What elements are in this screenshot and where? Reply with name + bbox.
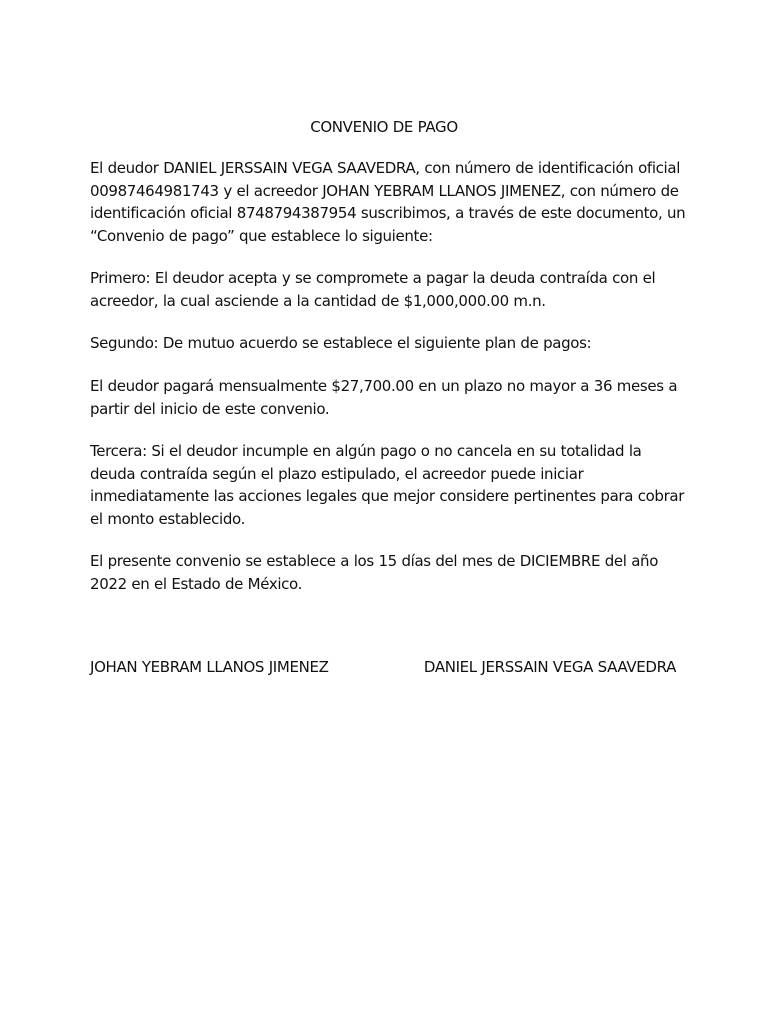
signature-debtor: DANIEL JERSSAIN VEGA SAAVEDRA <box>423 658 676 676</box>
paragraph-tercera: Tercera: Si el deudor incumple en algún pago o no cancela en su totalidad la deuda contraída según el plazo estipulado, el acreedor puede iniciar inmediatamente las acciones legales que mejor considere pertinentes para cobrar el monto establecido. <box>90 442 685 528</box>
paragraph-intro: El deudor DANIEL JERSSAIN VEGA SAAVEDRA, con número de identificación oficial 00987464981743 y el acreedor JOHAN YEBRAM LLANOS JIMENEZ, con número de identificación oficial 8748794387954 suscribimos, a través de este documento, un “Convenio de pago” que establece lo siguiente: <box>90 159 686 245</box>
paragraph-payment-plan: El deudor pagará mensualmente $27,700.00 en un plazo no mayor a 36 meses a partir del inicio de este convenio. <box>90 377 678 418</box>
paragraph-closing: El presente convenio se establece a los 15 días del mes de DICIEMBRE del año 2022 en el Estado de México. <box>90 552 659 593</box>
document-title: CONVENIO DE PAGO <box>310 118 458 136</box>
signature-creditor: JOHAN YEBRAM LLANOS JIMENEZ <box>90 658 329 676</box>
paragraph-primero: Primero: El deudor acepta y se compromete a pagar la deuda contraída con el acreedor, la cual asciende a la cantidad de $1,000,000.00 m.n. <box>90 269 656 310</box>
paragraph-segundo: Segundo: De mutuo acuerdo se establece el siguiente plan de pagos: <box>90 334 592 352</box>
